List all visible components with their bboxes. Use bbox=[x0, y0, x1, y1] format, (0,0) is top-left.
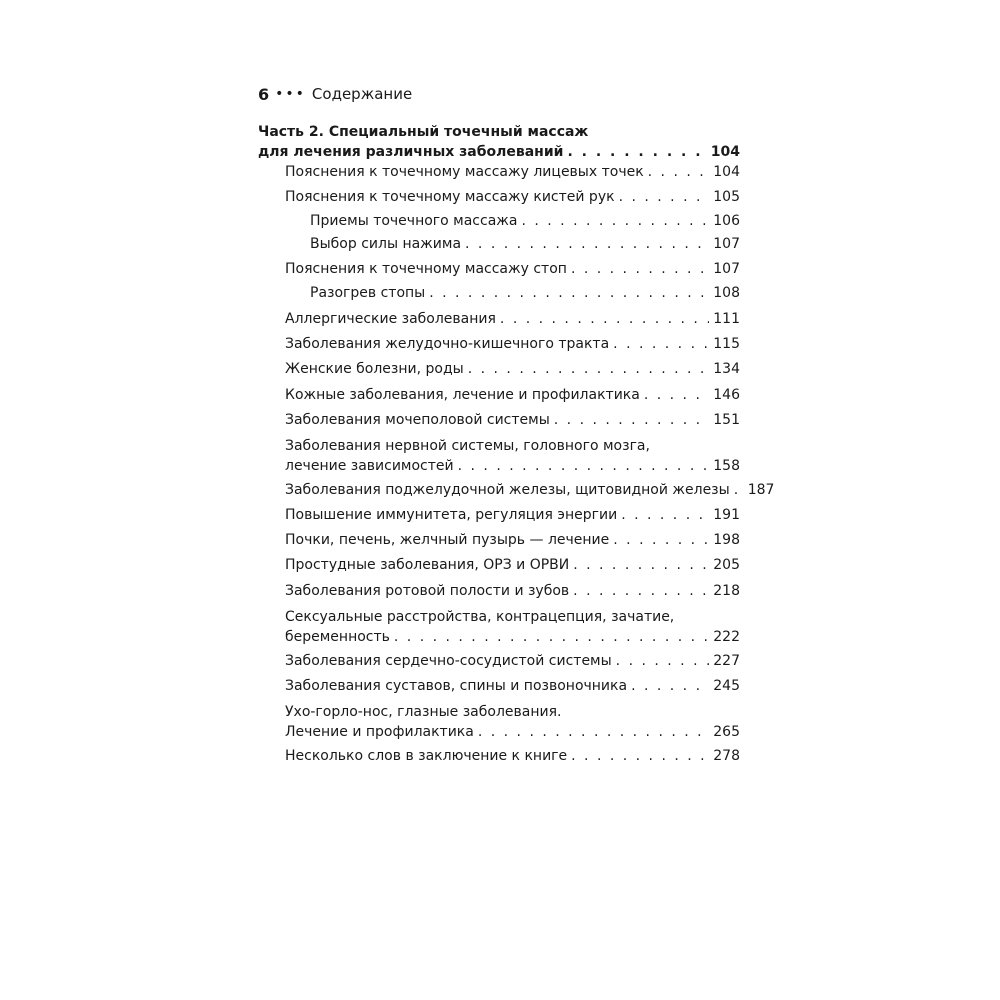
toc-entry-page: 108 bbox=[713, 285, 740, 301]
toc-entry[interactable] bbox=[285, 505, 740, 525]
toc-entry-title: Простудные заболевания, ОРЗ и ОРВИ bbox=[285, 557, 570, 573]
toc-entry-title: Аллергические заболевания bbox=[285, 311, 496, 327]
toc-entry[interactable] bbox=[285, 187, 740, 207]
dot-leader bbox=[571, 259, 709, 279]
toc-entry[interactable] bbox=[285, 162, 740, 182]
part-title-line-1: Часть 2. Специальный точечный массаж bbox=[258, 124, 589, 140]
toc-entry[interactable] bbox=[285, 334, 740, 354]
dot-leader bbox=[734, 480, 744, 500]
toc-entry[interactable] bbox=[285, 259, 740, 279]
dot-leader bbox=[621, 505, 709, 525]
toc-entry-page: 115 bbox=[713, 336, 740, 352]
toc-entry-title: Заболевания сердечно-сосудистой системы bbox=[285, 653, 612, 669]
toc-entry[interactable] bbox=[285, 746, 740, 766]
toc-entry-title: Кожные заболевания, лечение и профилактика bbox=[285, 387, 640, 403]
toc-entry[interactable] bbox=[285, 436, 740, 476]
toc-entry-title: Повышение иммунитета, регуляция энергии bbox=[285, 507, 618, 523]
toc-entry-page: 218 bbox=[713, 583, 740, 599]
toc-entry-page: 151 bbox=[713, 412, 740, 428]
toc-entry[interactable] bbox=[310, 234, 740, 254]
toc-entry-page: 278 bbox=[713, 748, 740, 764]
toc-entry-page: 146 bbox=[713, 387, 740, 403]
toc-entry-page: 134 bbox=[713, 361, 740, 377]
dot-leader bbox=[394, 627, 709, 647]
dot-leader bbox=[619, 187, 710, 207]
part-page-number: 104 bbox=[710, 144, 740, 160]
toc-entry-title: Заболевания поджелудочной железы, щитовидной железы bbox=[285, 482, 730, 498]
dot-leader bbox=[571, 746, 709, 766]
toc-entry-page: 107 bbox=[713, 261, 740, 277]
toc-entry-title: Заболевания желудочно-кишечного тракта bbox=[285, 336, 610, 352]
toc-entry[interactable] bbox=[285, 410, 740, 430]
dot-leader bbox=[458, 456, 710, 476]
toc-entry[interactable] bbox=[285, 309, 740, 329]
dot-leader bbox=[613, 334, 709, 354]
toc-entry[interactable] bbox=[285, 651, 740, 671]
toc-entry-title: Разогрев стопы bbox=[310, 285, 426, 301]
toc-entry-title: Заболевания мочеполовой системы bbox=[285, 412, 550, 428]
toc-entry[interactable] bbox=[285, 702, 740, 742]
toc-entry-page: 107 bbox=[713, 236, 740, 252]
dot-leader bbox=[554, 410, 710, 430]
toc-entry[interactable] bbox=[285, 530, 740, 550]
toc-entry-page: 187 bbox=[747, 482, 775, 498]
running-head-title: Содержание bbox=[311, 85, 413, 103]
toc-entry-title: Пояснения к точечному массажу кистей рук bbox=[285, 189, 615, 205]
toc-entry[interactable] bbox=[310, 283, 740, 303]
dot-leader bbox=[429, 283, 709, 303]
toc-entry-title: Женские болезни, роды bbox=[285, 361, 464, 377]
running-head bbox=[258, 82, 412, 106]
dot-leader bbox=[573, 581, 709, 601]
running-head-dots: ••• bbox=[275, 86, 306, 102]
toc-entry[interactable] bbox=[285, 581, 740, 601]
toc-entry-title: Лечение и профилактика bbox=[285, 724, 474, 740]
toc-entry-title-line: Сексуальные расстройства, контрацепция, зачатие, bbox=[285, 609, 675, 625]
toc-entry-title: Пояснения к точечному массажу лицевых точек bbox=[285, 164, 644, 180]
toc-entry-page: 111 bbox=[713, 311, 740, 327]
toc-entry-title: лечение зависимостей bbox=[285, 458, 454, 474]
dot-leader bbox=[567, 142, 706, 162]
toc-part-heading[interactable] bbox=[258, 122, 740, 162]
toc-entry-page: 198 bbox=[713, 532, 740, 548]
toc-entry-title: Почки, печень, желчный пузырь — лечение bbox=[285, 532, 610, 548]
toc-entry-page: 158 bbox=[713, 458, 740, 474]
toc-entry[interactable] bbox=[285, 607, 740, 647]
toc-entry[interactable] bbox=[285, 359, 740, 379]
toc-entry-page: 191 bbox=[713, 507, 740, 523]
page-number: 6 bbox=[258, 84, 270, 104]
toc-entry-title: Пояснения к точечному массажу стоп bbox=[285, 261, 567, 277]
toc-entry[interactable] bbox=[310, 211, 740, 231]
dot-leader bbox=[613, 530, 709, 550]
toc-entry-title: Выбор силы нажима bbox=[310, 236, 462, 252]
toc-entry-title: Заболевания суставов, спины и позвоночника bbox=[285, 678, 628, 694]
toc-entry-title-line: Ухо-горло-нос, глазные заболевания. bbox=[285, 704, 562, 720]
toc-entry-title-line: Заболевания нервной системы, головного мозга, bbox=[285, 438, 650, 454]
toc-entry-title: Заболевания ротовой полости и зубов bbox=[285, 583, 570, 599]
dot-leader bbox=[465, 234, 709, 254]
dot-leader bbox=[648, 162, 710, 182]
part-title-line-2: для лечения различных заболеваний bbox=[258, 144, 564, 160]
toc-entry-title: Приемы точечного массажа bbox=[310, 213, 518, 229]
toc-entry[interactable] bbox=[285, 480, 775, 500]
dot-leader bbox=[631, 676, 709, 696]
toc-entry-page: 105 bbox=[713, 189, 740, 205]
toc-entry-page: 222 bbox=[713, 629, 740, 645]
dot-leader bbox=[478, 722, 709, 742]
toc-entry[interactable] bbox=[285, 385, 740, 405]
toc-entry-page: 227 bbox=[713, 653, 740, 669]
dot-leader bbox=[500, 309, 709, 329]
toc-entry-page: 106 bbox=[713, 213, 740, 229]
toc-entry[interactable] bbox=[285, 555, 740, 575]
dot-leader bbox=[521, 211, 709, 231]
toc-entry-page: 104 bbox=[713, 164, 740, 180]
toc-entry-page: 245 bbox=[713, 678, 740, 694]
toc-entry-title: беременность bbox=[285, 629, 390, 645]
dot-leader bbox=[616, 651, 710, 671]
dot-leader bbox=[468, 359, 710, 379]
toc-entry-title: Несколько слов в заключение к книге bbox=[285, 748, 568, 764]
dot-leader bbox=[573, 555, 709, 575]
toc-entry-page: 205 bbox=[713, 557, 740, 573]
toc-entry-page: 265 bbox=[713, 724, 740, 740]
dot-leader bbox=[644, 385, 709, 405]
toc-entry[interactable] bbox=[285, 676, 740, 696]
